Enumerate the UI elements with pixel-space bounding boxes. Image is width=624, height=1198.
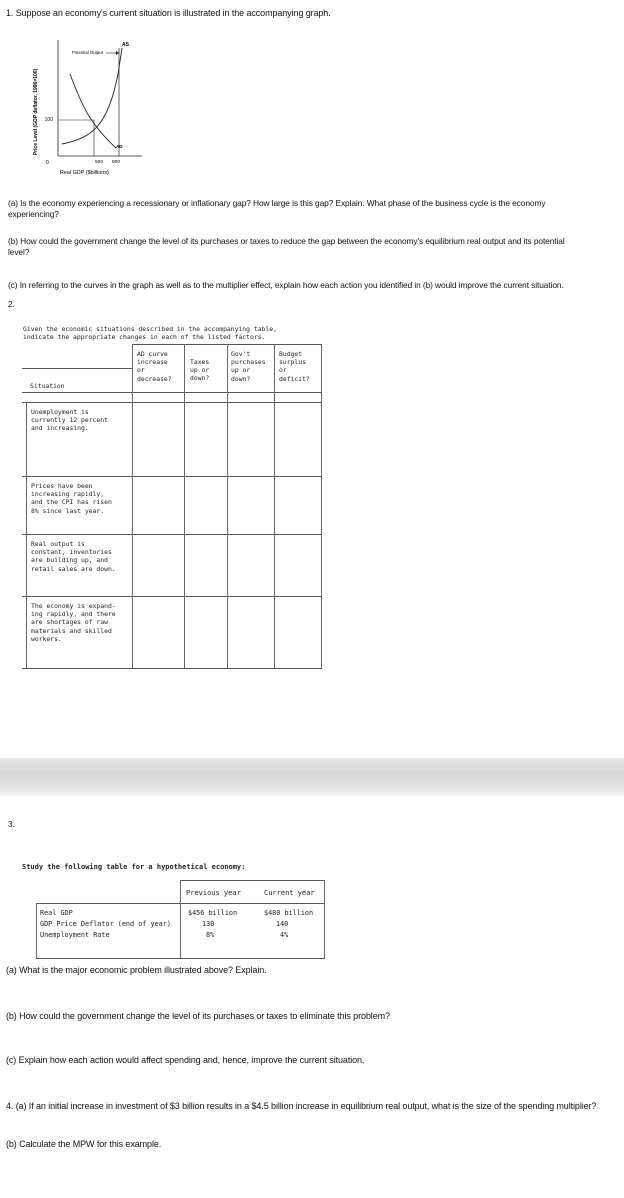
question-3b: (b) How could the government change the level of its purchases or taxes to eliminate this problem? — [6, 1011, 390, 1021]
situation-row: The economy is expand- ing rapidly, and there are shortages of raw materials and skilled workers. — [31, 602, 116, 643]
economy-table — [36, 878, 328, 970]
question-2-intro-2: indicate the appropriate changes in each of the listed factors. — [23, 333, 266, 341]
row-label-real-gdp: Real GDP — [40, 909, 73, 917]
header-budget: Budget surplus or deficit? — [279, 350, 310, 383]
real-gdp-previous: $456 billion — [188, 909, 238, 917]
question-3c: (c) Explain how each action would affect spending and, hence, improve the current situation. — [6, 1055, 365, 1065]
situation-row: Prices have been increasing rapidly, and the CPI has risen 8% since last year. — [31, 482, 112, 515]
page-two — [0, 796, 624, 1198]
question-3-number: 3. — [8, 819, 15, 829]
row-label-unemployment: Unemployment Rate — [40, 931, 110, 939]
question-1b: (b) How could the government change the level of its purchases or taxes to reduce the gap between the economy's equilibrium real output and its potential level? — [8, 236, 565, 257]
header-situation: Situation — [30, 382, 65, 390]
column-previous-year: Previous year — [186, 889, 241, 897]
situation-row: Unemployment is currently 12 percent and increasing. — [31, 408, 108, 433]
y-axis-label — [33, 68, 39, 155]
real-gdp-current: $480 billion — [264, 909, 314, 917]
y-tick-label: 100 — [44, 117, 53, 123]
question-4a: 4. (a) If an initial increase in investment of $3 billion results in a $4.5 billion increase in equilibrium real output, what is the size of the spending multiplier? — [6, 1101, 597, 1111]
question-2-intro-1: Given the economic situations described in the accompanying table, — [23, 325, 277, 333]
unemployment-previous: 8% — [206, 931, 215, 939]
question-2-number: 2. — [8, 299, 15, 309]
question-3a: (a) What is the major economic problem illustrated above? Explain. — [6, 965, 267, 975]
question-3-intro: Study the following table for a hypothetical economy: — [22, 863, 246, 871]
deflator-current: 140 — [276, 920, 289, 928]
question-1c: (c) In referring to the curves in the graph as well as to the multiplier effect, explain how each action you identified in (b) would improve the current situation. — [8, 280, 564, 290]
deflator-previous: 130 — [202, 920, 215, 928]
question-1-title: 1. Suppose an economy's current situation is illustrated in the accompanying graph. — [6, 8, 331, 18]
as-label: AS — [122, 42, 129, 48]
row-label-deflator: GDP Price Deflator (end of year) — [40, 920, 171, 928]
situations-table — [22, 344, 324, 674]
question-4b: (b) Calculate the MPW for this example. — [6, 1139, 162, 1149]
origin-label: 0 — [46, 160, 49, 166]
header-govt-purchases: Gov't purchases up or down? — [231, 350, 266, 383]
ad-curve — [70, 74, 116, 148]
arrow-head-icon — [116, 51, 119, 55]
page-separator — [0, 758, 624, 796]
x-tick-label-2: 800 — [112, 160, 121, 165]
header-ad-curve: AD curve increase or decrease? — [137, 350, 172, 383]
unemployment-current: 4% — [280, 931, 289, 939]
x-axis-label: Real GDP ($billions) — [60, 170, 109, 176]
svg-text:Price Level (GDP deflator, 199: Price Level (GDP deflator, 1996=100) — [33, 68, 39, 156]
x-tick-label-1: 500 — [95, 160, 104, 165]
header-taxes: Taxes up or down? — [190, 358, 210, 383]
ad-label: AD — [116, 144, 123, 149]
column-current-year: Current year — [264, 889, 315, 897]
potential-output-label: Potential Output — [72, 50, 103, 55]
as-curve — [62, 48, 122, 144]
question-1a: (a) Is the economy experiencing a recessionary or inflationary gap? How large is this gap? Explain. What phase of the business cycle is the economy experiencing? — [8, 198, 546, 219]
ad-as-graph — [30, 34, 160, 184]
situation-row: Real output is constant, inventories are building up, and retail sales are down. — [31, 540, 116, 573]
